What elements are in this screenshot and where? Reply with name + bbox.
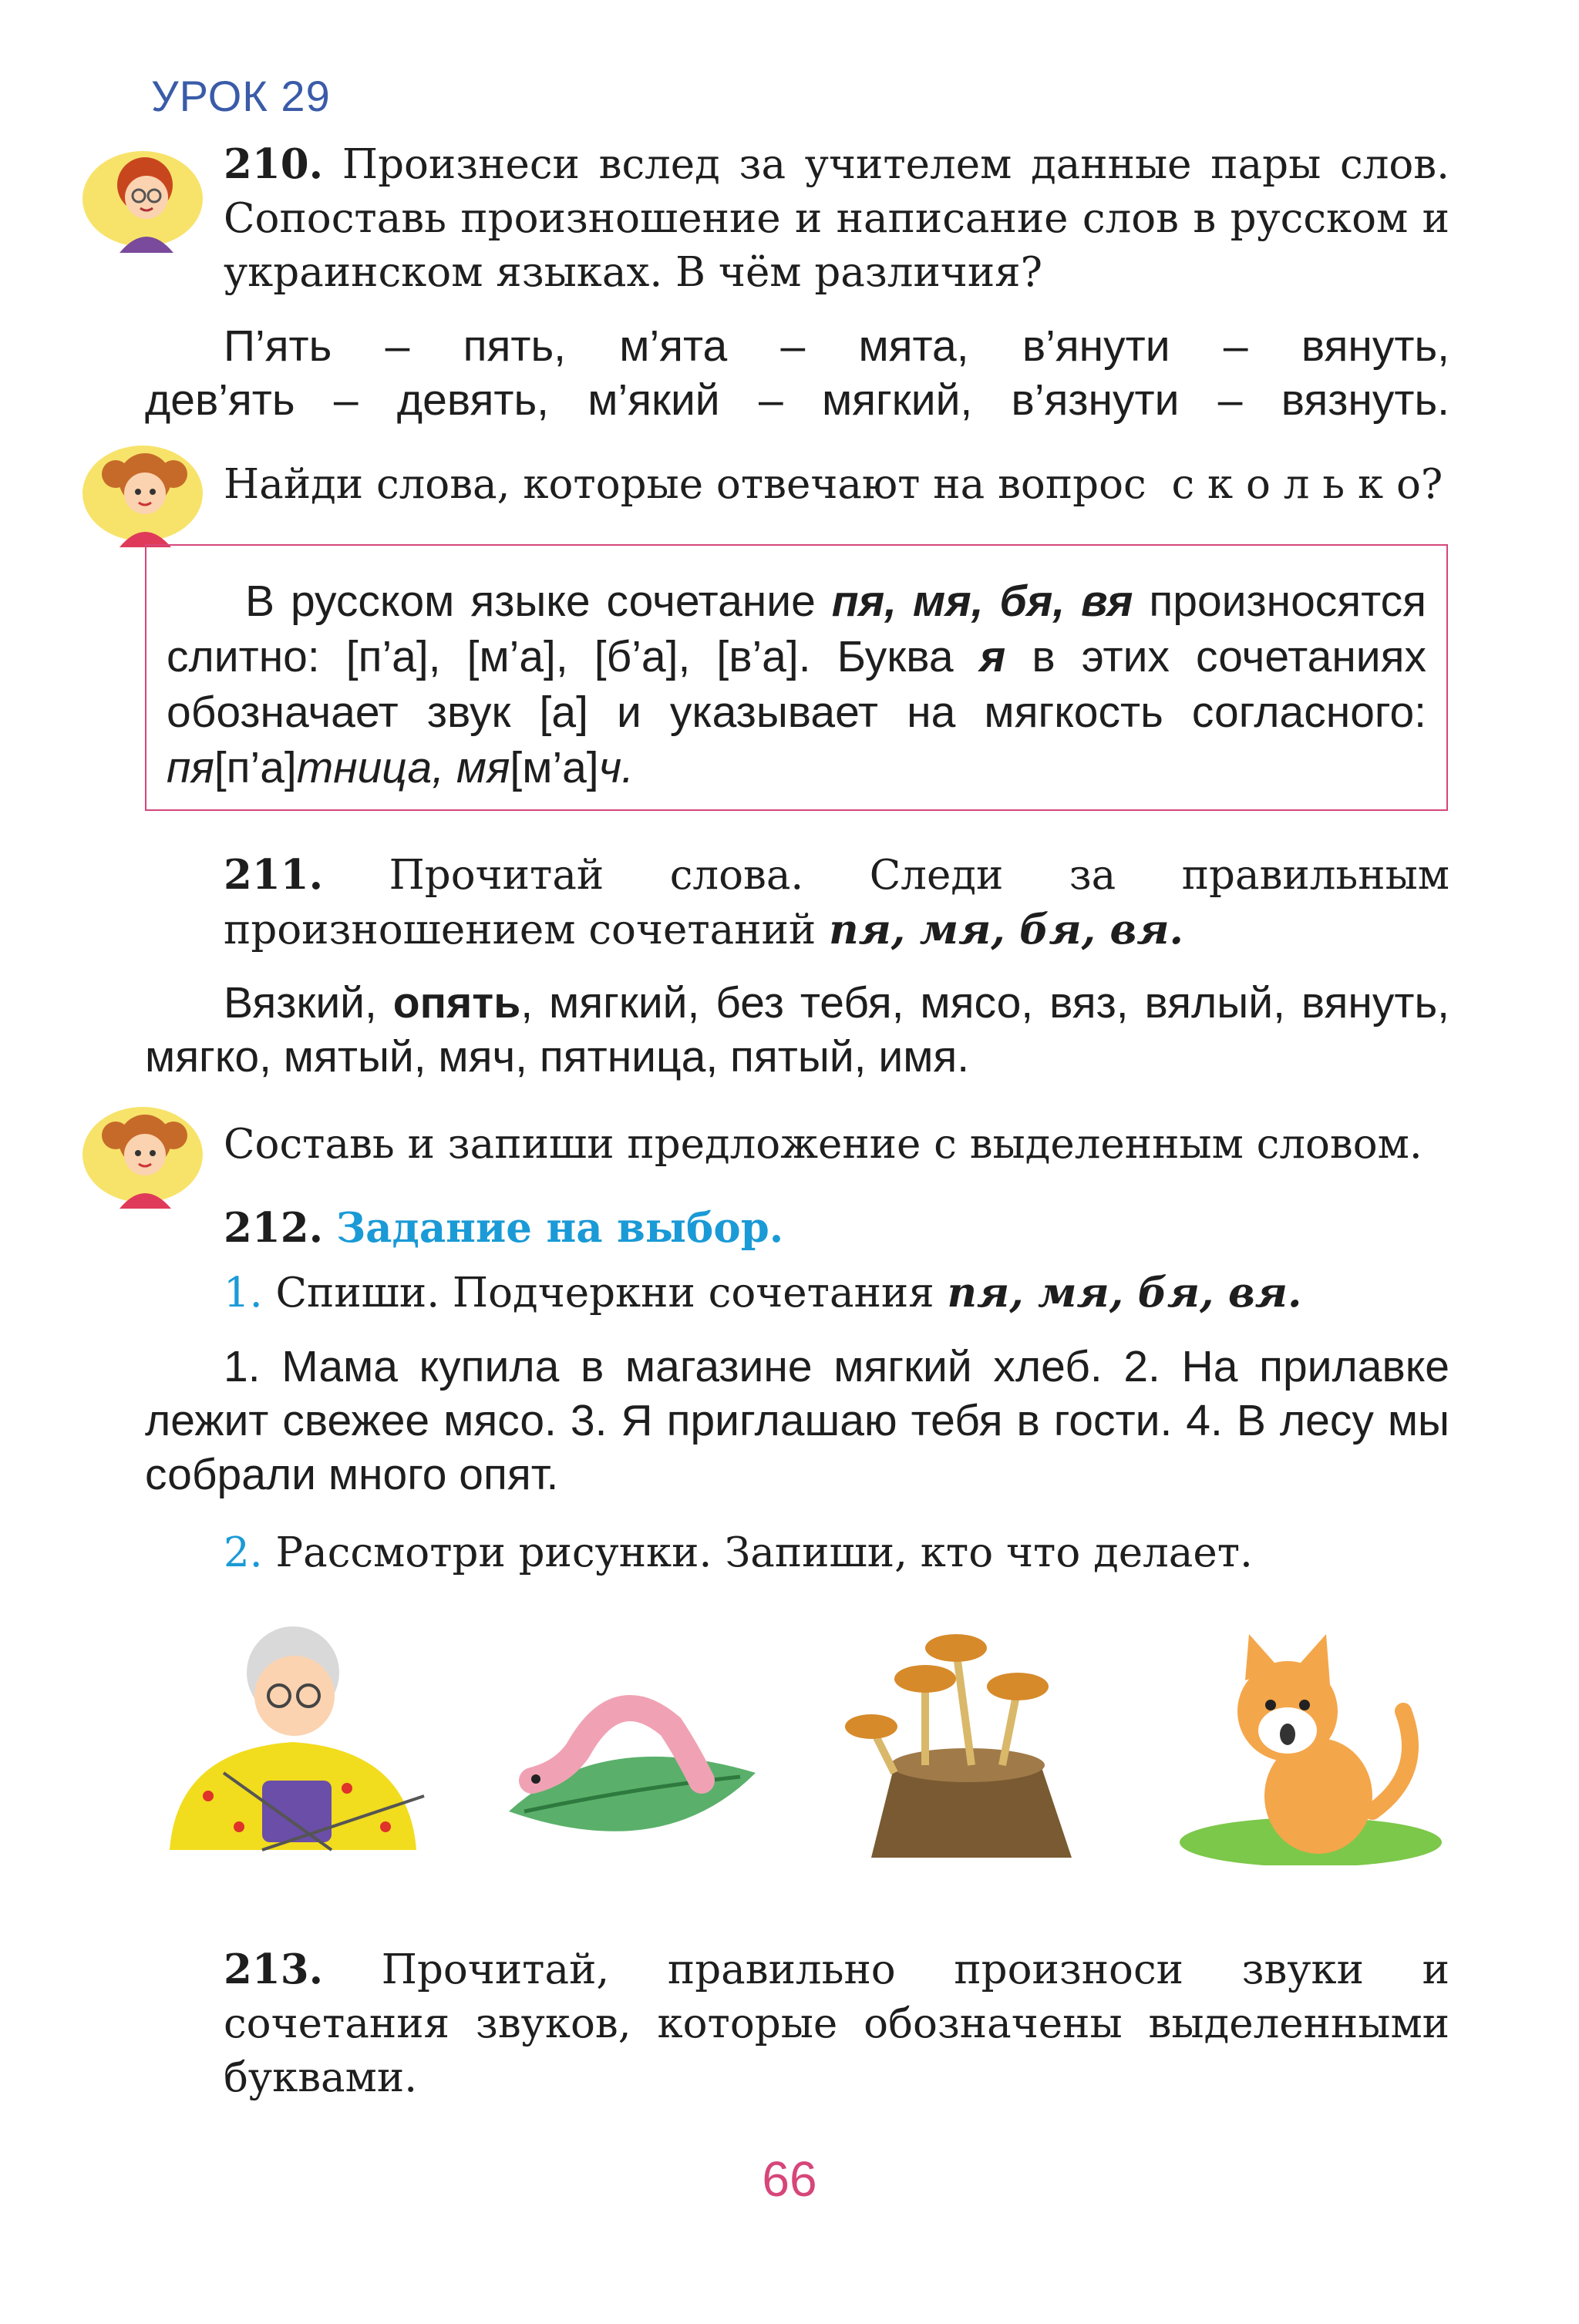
option-text: Рассмотри рисунки. Запиши, кто что делает. bbox=[275, 1529, 1253, 1576]
rule-combos: пя, мя, бя, вя bbox=[831, 577, 1133, 626]
lesson-title: УРОК 29 bbox=[151, 72, 331, 120]
task-text: Прочитай слова. Следи за правильным произношением сочетаний bbox=[224, 852, 1449, 953]
option-number: 2. bbox=[224, 1529, 263, 1576]
task-number: 211. bbox=[224, 851, 324, 899]
rule-box bbox=[145, 544, 1448, 811]
highlighted-word: опять bbox=[392, 978, 521, 1027]
girl-avatar-icon bbox=[77, 1093, 208, 1209]
task-number: 213. bbox=[224, 1946, 324, 1993]
task-number: 210. bbox=[224, 140, 324, 188]
rule-part: в этих сочетаниях обозначает звук [а] и указывает на мягкость согласного: bbox=[167, 632, 1426, 737]
word-pairs-line-1: П’ять – пять, м’ята – мята, в’янути – вянуть, bbox=[224, 321, 1449, 371]
worm-on-leaf-icon bbox=[493, 1619, 771, 1865]
example-2c: ч. bbox=[598, 743, 634, 792]
mushrooms-on-stump-icon bbox=[840, 1619, 1118, 1865]
teacher-avatar-icon bbox=[77, 137, 208, 253]
task-212-header bbox=[224, 1201, 1449, 1256]
task-combos: пя, мя, бя, вя. bbox=[829, 906, 1183, 953]
word-pairs-line-2: дев’ять – девять, м’який – мягкий, в’язнути – вязнуть. bbox=[145, 375, 1449, 425]
example-2a: мя bbox=[456, 743, 510, 792]
task-text: Прочитай, правильно произноси звуки и сочетания звуков, которые обозначены выделенными буквами. bbox=[224, 1946, 1449, 2101]
option-2 bbox=[224, 1526, 1449, 1580]
task-210 bbox=[224, 137, 1449, 300]
rule-letter: я bbox=[979, 632, 1006, 681]
example-2b: [м’а] bbox=[510, 743, 599, 792]
rule-text bbox=[167, 573, 1426, 795]
option-number: 1. bbox=[224, 1270, 263, 1317]
sentences: 1. Мама купила в магазине мягкий хлеб. 2. На прилавке лежит свежее мясо. 3. Я приглашаю тебя в гости. 4. В лесу мы собрали много опят. bbox=[145, 1342, 1449, 1499]
question-line bbox=[224, 458, 1449, 512]
grandma-knitting-icon bbox=[154, 1619, 432, 1865]
task-211 bbox=[224, 848, 1449, 957]
option-text: Спиши. Подчеркни сочетания bbox=[275, 1270, 948, 1317]
question-text: Найди слова, которые отвечают на вопрос bbox=[224, 461, 1146, 508]
rule-part: произносятся слитно: [п’а], [м’а], [б’а], [в’а]. Буква bbox=[167, 577, 1427, 681]
example-1a: пя bbox=[167, 743, 214, 792]
task-213 bbox=[224, 1942, 1449, 2105]
girl-avatar-icon bbox=[77, 432, 208, 547]
words-part: , мягкий, без тебя, мясо, вяз, вялый, вянуть, мягко, мятый, мяч, пятница, пятый, имя. bbox=[145, 978, 1450, 1081]
option-1 bbox=[224, 1266, 1449, 1320]
words-list bbox=[145, 976, 1449, 1084]
kitten-icon bbox=[1172, 1619, 1449, 1865]
rule-part: В русском языке сочетание bbox=[245, 577, 832, 626]
task-title: Задание на выбор. bbox=[335, 1204, 784, 1252]
words-part: Вязкий, bbox=[224, 978, 393, 1027]
task-211-instruction: Составь и запиши предложение с выделенным словом. bbox=[224, 1121, 1422, 1168]
option-combos: пя, мя, бя, вя. bbox=[947, 1269, 1302, 1317]
example-1b: [п’а] bbox=[214, 743, 297, 792]
question-word: с к о л ь к о? bbox=[1171, 461, 1443, 508]
task-number: 212. bbox=[224, 1204, 324, 1252]
task-text: Произнеси вслед за учителем данные пары слов. Сопоставь произношение и написание слов в русском и украинском языках. В чём различия? bbox=[224, 141, 1449, 296]
page-number: 66 bbox=[762, 2151, 817, 2207]
example-1c: тница, bbox=[296, 743, 456, 792]
